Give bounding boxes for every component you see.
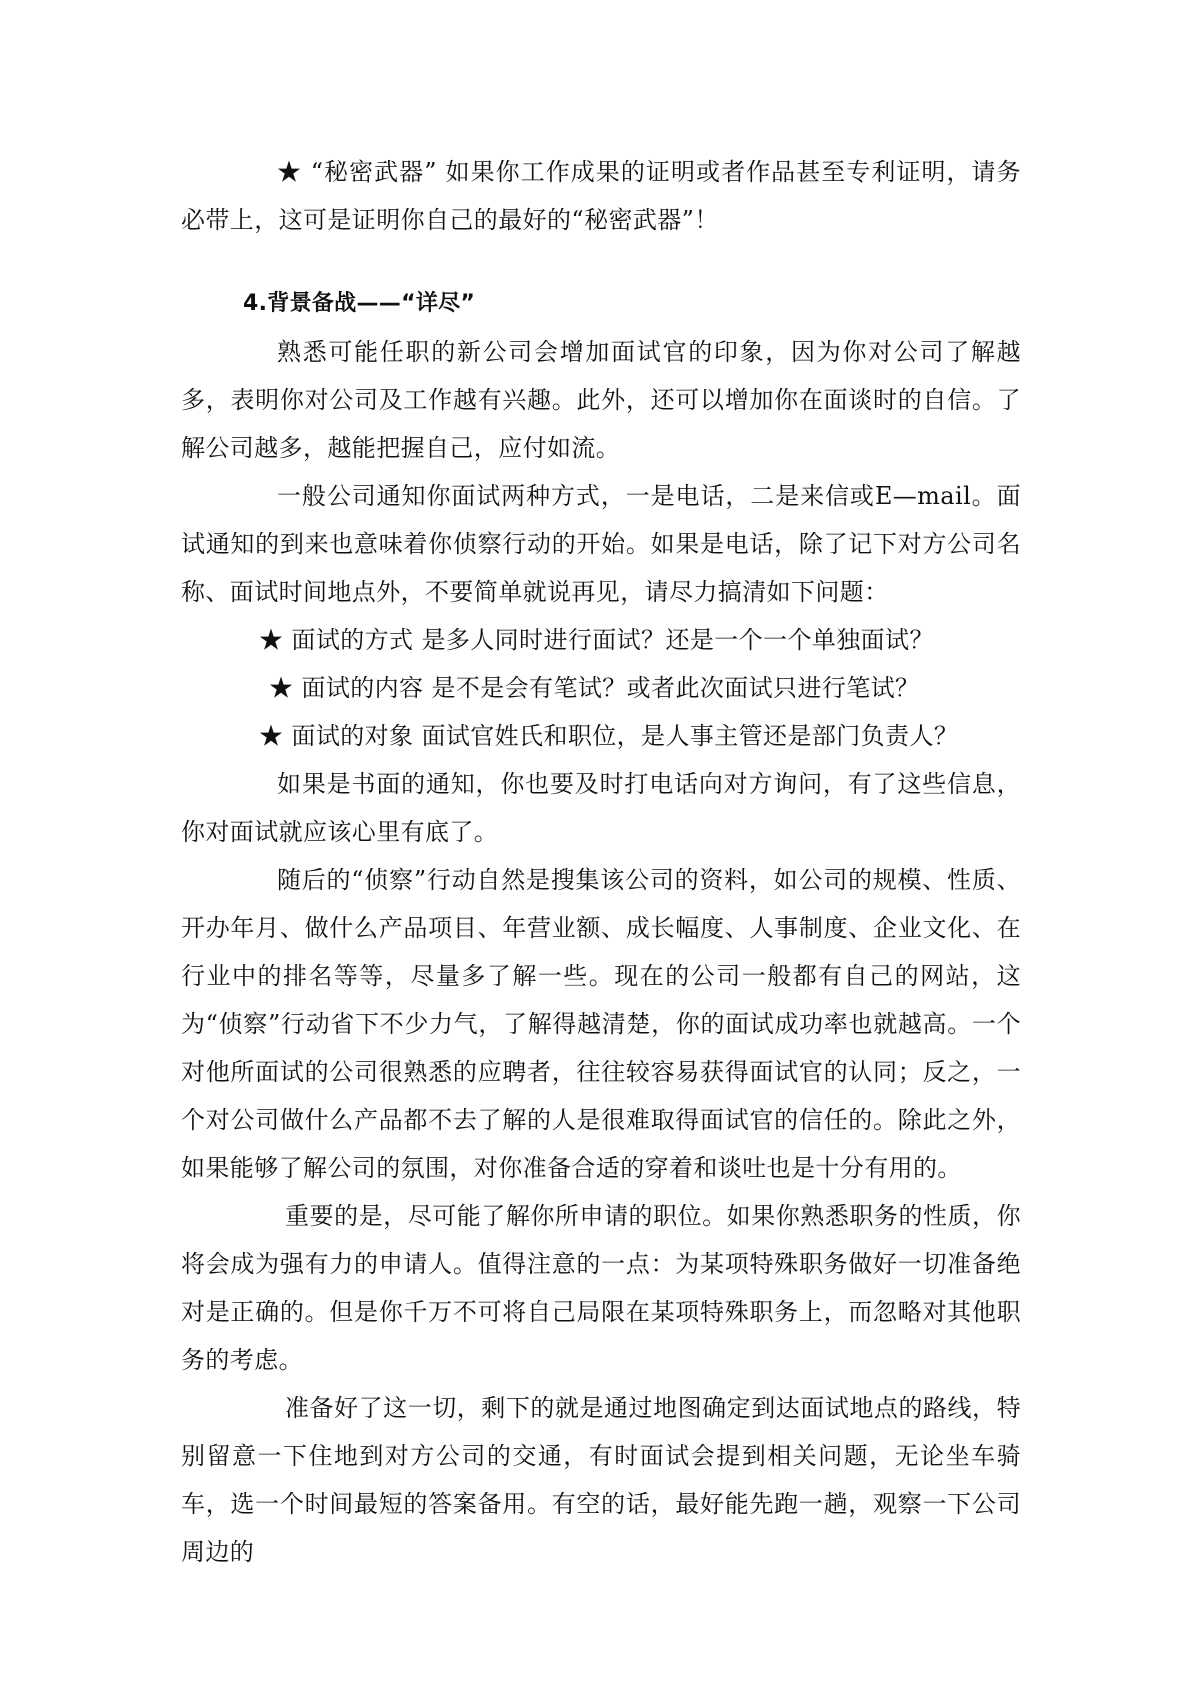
paragraph-secret-weapon: ★ “秘密武器” 如果你工作成果的证明或者作品甚至专利证明，请务必带上，这可是证明你自己的最好的“秘密武器”！ (181, 158, 1021, 234)
paragraph-investigation: 随后的“侦察”行动自然是搜集该公司的资料，如公司的规模、性质、开办年月、做什么产品项目、年营业额、成长幅度、人事制度、企业文化、在行业中的排名等等，尽量多了解一些。现在的公司一般都有自己的网站，这为“侦察”行动省下不少力气，了解得越清楚，你的面试成功率也就越高。一个对他所面试的公司很熟悉的应聘者，往往较容易获得面试官的认同；反之，一个对公司做什么产品都不去了解的人是很难取得面试官的信任的。除此之外，如果能够了解公司的氛围，对你准备合适的穿着和谈吐也是十分有用的。 (181, 866, 1021, 1182)
section-heading-background-preparation: 4.背景备战——“详尽” (243, 291, 476, 316)
paragraph-understand-position: 重要的是，尽可能了解你所申请的职位。如果你熟悉职务的性质，你将会成为强有力的申请人。值得注意的一点：为某项特殊职务做好一切准备绝对是正确的。但是你千万不可将自己局限在某项特殊职务上，而忽略对其他职务的考虑。 (181, 1202, 1021, 1374)
bullet-interview-content: ★ 面试的内容 是不是会有笔试？或者此次面试只进行笔试？ (269, 674, 920, 702)
bullet-interview-method: ★ 面试的方式 是多人同时进行面试？还是一个一个单独面试？ (259, 626, 934, 654)
bullet-interview-target: ★ 面试的对象 面试官姓氏和职位，是人事主管还是部门负责人？ (259, 722, 959, 750)
paragraph-familiarize-company: 熟悉可能任职的新公司会增加面试官的印象，因为你对公司了解越多，表明你对公司及工作越有兴趣。此外，还可以增加你在面谈时的自信。了解公司越多，越能把握自己，应付如流。 (181, 338, 1021, 462)
document-body (181, 148, 1021, 1576)
paragraph-plan-route: 准备好了这一切，剩下的就是通过地图确定到达面试地点的路线，特别留意一下住地到对方公司的交通，有时面试会提到相关问题，无论坐车骑车，选一个时间最短的答案备用。有空的话，最好能先跑一趟，观察一下公司周边的 (181, 1394, 1021, 1566)
paragraph-written-notice: 如果是书面的通知，你也要及时打电话向对方询问，有了这些信息，你对面试就应该心里有底了。 (181, 770, 1021, 846)
paragraph-interview-notice: 一般公司通知你面试两种方式，一是电话，二是来信或E—mail。面试通知的到来也意味着你侦察行动的开始。如果是电话，除了记下对方公司名称、面试时间地点外，不要简单就说再见，请尽力搞清如下问题： (181, 482, 1021, 606)
